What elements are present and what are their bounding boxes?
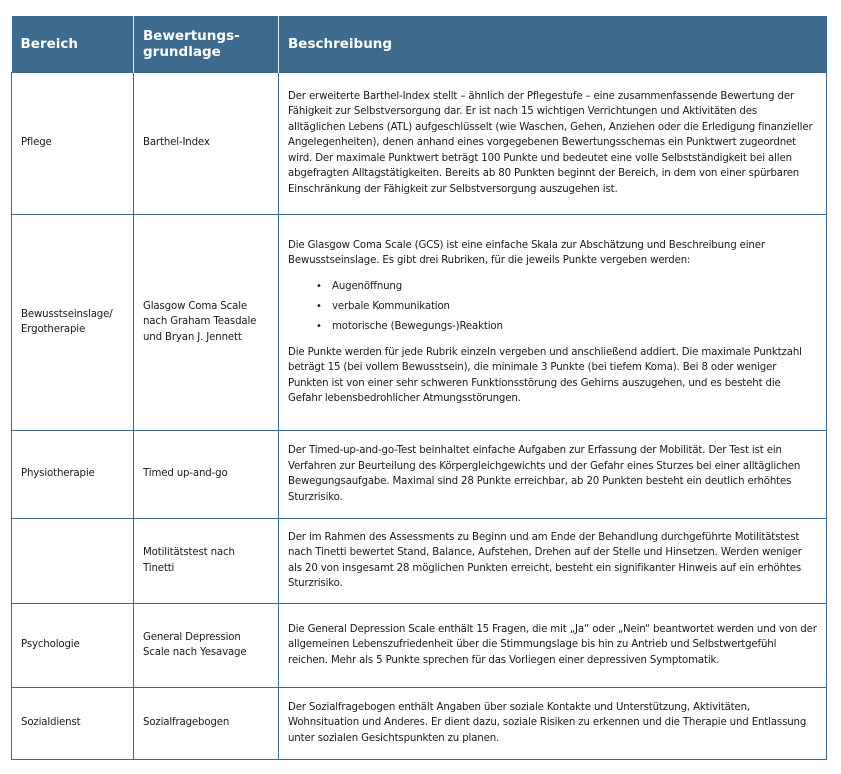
cell-beschreibung [279, 214, 827, 430]
header-row [12, 16, 827, 72]
cell-grundlage: General Depression Scale nach Yesavage [134, 603, 279, 687]
cell-bereich: Sozialdienst [12, 687, 134, 759]
bullet-icon: • [316, 320, 322, 332]
bullet-text: motorische (Bewegungs-)Reaktion [332, 320, 503, 332]
table-row [12, 214, 827, 430]
header-grundlage-line1: Bewertungs- [143, 27, 240, 44]
cell-beschreibung [279, 518, 827, 603]
cell-bereich [12, 518, 134, 603]
cell-grundlage: Barthel-Index [134, 72, 279, 214]
table-row [12, 518, 827, 603]
bullet-item [316, 277, 817, 297]
cell-beschreibung [279, 603, 827, 687]
table-row [12, 72, 827, 214]
description-outro: Die Punkte werden für jede Rubrik einzeln vergeben und anschließend addiert. Die maximale Punktzahl beträgt 15 (bei vollem Bewusstsein), die minimale 3 Punkte (bei tiefem Koma). Bei 8 oder weniger Punkten ist von einer sehr schweren Funktionsstörung des Gehirns auszugehen, und es besteht die Gefahr lebensbedrohlicher Atmungsstörungen. [288, 346, 802, 404]
description-text: Der Sozialfragebogen enthält Angaben über soziale Kontakte und Unterstützung, Aktivitäten, Wohnsituation und Anderes. Er dient dazu, soziale Risiken zu erkennen und die Therapie und Entlassung unter sozialen Gesichtspunkten zu planen. [288, 701, 807, 744]
cell-grundlage: Glasgow Coma Scale nach Graham Teasdale und Bryan J. Jennett [134, 214, 279, 430]
bullet-list [288, 277, 817, 337]
header-bereich: Bereich [12, 16, 134, 72]
header-grundlage-line2: grundlage [143, 43, 221, 60]
bullet-text: verbale Kommunikation [332, 300, 450, 312]
table-row [12, 430, 827, 518]
table-row [12, 603, 827, 687]
bullet-item [316, 297, 817, 317]
description-text: Die General Depression Scale enthält 15 Fragen, die mit „Ja“ oder „Nein“ beantwortet werden und von der allgemeinen Lebenszufriedenheit über die Stimmungslage bis hin zu Antrieb und Selbstwertgefühl reichen. Mehr als 5 Punkte sprechen für das Vorliegen einer depressiven Symptomatik. [288, 623, 817, 666]
cell-bereich: Psychologie [12, 603, 134, 687]
bullet-text: Augenöffnung [332, 280, 403, 292]
cell-bereich: Pflege [12, 72, 134, 214]
bullet-item [316, 317, 817, 337]
description-text: Der erweiterte Barthel-Index stellt – ähnlich der Pflegestufe – eine zusammenfassende Bewertung der Fähigkeit zur Selbstversorgung dar. Er ist nach 15 wichtigen Verrichtungen und Aktivitäten des alltäglichen Lebens (ATL) aufgeschlüsselt (wie Waschen, Gehen, Anziehen oder die Erledigung finanzieller Angelegenheiten), denen anhand eines vorgegebenen Bewertungsschemas ein Punktwert zugeordnet wird. Der maximale Punktwert beträgt 100 Punkte und bedeutet eine volle Selbstständigkeit bei allen abgefragten Alltagstätigkeiten. Bereits ab 80 Punkten beginnt der Bereich, in dem von einer spürbaren Einschränkung der Fähigkeit zur Selbstversorgung auszugehen ist. [288, 90, 813, 195]
cell-grundlage: Motilitätstest nach Tinetti [134, 518, 279, 603]
header-beschreibung: Beschreibung [279, 16, 827, 72]
description-text: Der Timed-up-and-go-Test beinhaltet einfache Aufgaben zur Erfassung der Mobilität. Der Test ist ein Verfahren zur Beurteilung des Körpergleichgewichts und der Gefahr eines Sturzes bei einer alltäglichen Bewegungsaufgabe. Maximal sind 28 Punkte erreichbar, ab 20 Punkten besteht ein deutlich erhöhtes Sturzrisiko. [288, 445, 801, 503]
table-header [12, 16, 827, 72]
bullet-icon: • [316, 280, 322, 292]
table-row [12, 687, 827, 759]
cell-beschreibung [279, 430, 827, 518]
description-text: Der im Rahmen des Assessments zu Beginn und am Ende der Behandlung durchgeführte Motilitätstest nach Tinetti bewertet Stand, Balance, Aufstehen, Drehen auf der Stelle und Hinsetzen. Werden weniger als 20 von insgesamt 28 möglichen Punkten erreicht, besteht ein signifikanter Hinweis auf ein erhöhtes Sturzrisiko. [288, 531, 802, 589]
cell-grundlage: Sozialfragebogen [134, 687, 279, 759]
cell-beschreibung [279, 687, 827, 759]
cell-beschreibung [279, 72, 827, 214]
header-bewertungsgrundlage [134, 16, 279, 72]
cell-bereich: Physiotherapie [12, 430, 134, 518]
cell-bereich: Bewusstseinslage/ Ergotherapie [12, 214, 134, 430]
description-intro: Die Glasgow Coma Scale (GCS) ist eine einfache Skala zur Abschätzung und Beschreibung einer Bewusstseinslage. Es gibt drei Rubriken, für die jeweils Punkte vergeben werden: [288, 239, 765, 266]
bullet-icon: • [316, 300, 322, 312]
assessment-table [11, 16, 827, 760]
cell-grundlage: Timed up-and-go [134, 430, 279, 518]
